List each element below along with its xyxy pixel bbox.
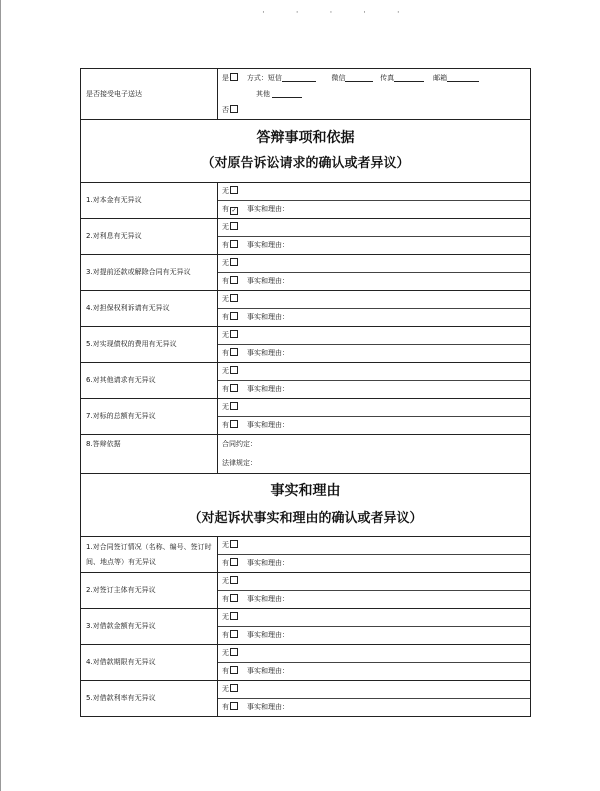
section2-item-row xyxy=(81,681,531,717)
has-checkbox[interactable] xyxy=(230,702,238,710)
has-checkbox[interactable]: ✓ xyxy=(231,207,237,214)
section1-item-row xyxy=(81,399,531,435)
none-text: 无 xyxy=(222,223,229,231)
section2-item-options xyxy=(218,681,531,717)
has-text: 有 xyxy=(222,313,229,321)
none-text: 无 xyxy=(222,403,229,411)
section2-item-row xyxy=(81,537,531,573)
none-text: 无 xyxy=(222,295,229,303)
none-checkbox[interactable] xyxy=(230,684,238,692)
section2-item-label: 3.对借款金额有无异议 xyxy=(81,609,218,645)
section1-item-options xyxy=(218,363,531,399)
has-text: 有 xyxy=(222,385,229,393)
none-checkbox[interactable] xyxy=(230,186,238,194)
none-text: 无 xyxy=(222,649,229,657)
has-checkbox[interactable] xyxy=(230,348,238,356)
section1-item-row xyxy=(81,219,531,255)
section1-item-label: 2.对利息有无异议 xyxy=(81,219,218,255)
section2-item-label: 1.对合同签订情况（名称、编号、签订时间、地点等）有无异议 xyxy=(81,537,218,573)
has-checkbox[interactable] xyxy=(230,240,238,248)
reason-text[interactable]: 事实和理由： xyxy=(247,205,289,213)
none-checkbox[interactable] xyxy=(230,330,238,338)
wechat-blank[interactable] xyxy=(345,81,373,82)
section1-item-none-line xyxy=(218,363,530,380)
none-checkbox[interactable] xyxy=(230,612,238,620)
has-text: 有 xyxy=(222,595,229,603)
section2-item-row xyxy=(81,609,531,645)
section1-item-label: 6.对其他请求有无异议 xyxy=(81,363,218,399)
section1-item-none-line xyxy=(218,183,530,200)
section2-item-has-line xyxy=(218,626,530,644)
section2-item-none-line xyxy=(218,573,530,590)
section2-item-has-line xyxy=(218,590,530,608)
mail-text: 邮箱 xyxy=(433,74,448,82)
none-text: 无 xyxy=(222,541,229,549)
section1-item-has-line xyxy=(218,236,530,254)
scan-left-edge xyxy=(0,0,1,791)
section1-item-none-line xyxy=(218,399,530,416)
section2-subtitle: （对起诉状事实和理由的确认或者异议） xyxy=(188,511,423,526)
section2-items xyxy=(81,537,531,717)
has-checkbox[interactable] xyxy=(230,666,238,674)
none-text: 无 xyxy=(222,613,229,621)
section2-item-row xyxy=(81,573,531,609)
has-text: 有 xyxy=(222,667,229,675)
reason-text[interactable]: 事实和理由： xyxy=(247,349,289,357)
has-text: 有 xyxy=(222,559,229,567)
has-checkbox[interactable] xyxy=(230,312,238,320)
section1-item-label: 7.对标的总额有无异议 xyxy=(81,399,218,435)
section2-item-label: 4.对借款期限有无异议 xyxy=(81,645,218,681)
section2-item-none-line xyxy=(218,681,530,698)
section1-item-options xyxy=(218,183,531,219)
has-text: 有 xyxy=(222,421,229,429)
no-checkbox[interactable] xyxy=(230,105,238,113)
section2-title: 事实和理由 xyxy=(270,483,341,499)
no-text: 否 xyxy=(222,106,229,114)
none-text: 无 xyxy=(222,367,229,375)
basis-label: 8.答辩依据 xyxy=(81,435,218,474)
section1-item-has-line xyxy=(218,308,530,326)
section1-item-none-line xyxy=(218,219,530,236)
none-checkbox[interactable] xyxy=(230,366,238,374)
basis-law-line[interactable]: 法律规定： xyxy=(222,459,257,467)
section1-item-label: 5.对实现债权的费用有无异议 xyxy=(81,327,218,363)
section2-item-has-line xyxy=(218,554,530,572)
section2-item-row xyxy=(81,645,531,681)
basis-options xyxy=(218,435,531,474)
reason-text[interactable]: 事实和理由： xyxy=(247,631,289,639)
section1-item-row xyxy=(81,291,531,327)
scan-artifact-dots: · · · · · xyxy=(262,8,414,18)
section2-item-none-line xyxy=(218,645,530,662)
basis-row xyxy=(81,435,531,474)
section1-item-options xyxy=(218,255,531,291)
has-text: 有 xyxy=(222,349,229,357)
wechat-text: 微信 xyxy=(331,74,346,82)
none-checkbox[interactable] xyxy=(230,402,238,410)
none-checkbox[interactable] xyxy=(230,258,238,266)
has-checkbox[interactable] xyxy=(230,276,238,284)
none-text: 无 xyxy=(222,577,229,585)
section1-heading-row xyxy=(81,120,531,183)
section1-items xyxy=(81,183,531,435)
section1-item-none-line xyxy=(218,255,530,272)
has-text: 有 xyxy=(222,205,229,213)
reason-text[interactable]: 事实和理由： xyxy=(247,703,289,711)
section1-item-options xyxy=(218,399,531,435)
has-text: 有 xyxy=(222,277,229,285)
section1-item-label: 1.对本金有无异议 xyxy=(81,183,218,219)
electronic-service-row xyxy=(81,69,531,120)
section1-item-options xyxy=(218,291,531,327)
sms-blank[interactable] xyxy=(282,81,316,82)
section1-item-has-line xyxy=(218,272,530,290)
electronic-service-label: 是否接受电子送达 xyxy=(81,69,218,120)
section1-item-row xyxy=(81,363,531,399)
section1-title: 答辩事项和依据 xyxy=(256,130,355,146)
section2-item-none-line xyxy=(218,537,530,554)
electronic-service-options xyxy=(218,69,531,120)
section1-heading xyxy=(81,120,531,183)
section2-item-label: 2.对签订主体有无异议 xyxy=(81,573,218,609)
electronic-service-yes-line xyxy=(218,70,530,86)
reason-text[interactable]: 事实和理由： xyxy=(247,595,289,603)
yes-checkbox[interactable] xyxy=(230,73,238,81)
sms-text: 短信 xyxy=(267,74,282,82)
has-text: 有 xyxy=(222,241,229,249)
yes-text: 是 xyxy=(222,74,229,82)
none-text: 无 xyxy=(222,259,229,267)
none-checkbox[interactable] xyxy=(230,222,238,230)
section1-item-label: 3.对提前还款或解除合同有无异议 xyxy=(81,255,218,291)
section1-item-none-line xyxy=(218,291,530,308)
mail-blank[interactable] xyxy=(447,81,479,82)
basis-contract-line[interactable]: 合同约定： xyxy=(222,440,257,448)
none-checkbox[interactable] xyxy=(230,648,238,656)
section2-item-has-line xyxy=(218,698,530,716)
section1-subtitle: （对原告诉讼请求的确认或者异议） xyxy=(201,156,410,171)
reason-text[interactable]: 事实和理由： xyxy=(247,421,289,429)
section2-item-options xyxy=(218,609,531,645)
reason-text[interactable]: 事实和理由： xyxy=(247,241,289,249)
section1-item-has-line xyxy=(218,344,530,362)
section1-item-options xyxy=(218,219,531,255)
section1-item-row xyxy=(81,255,531,291)
none-text: 无 xyxy=(222,685,229,693)
section1-item-has-line xyxy=(218,200,530,218)
electronic-service-no-line xyxy=(218,102,530,118)
section1-item-row xyxy=(81,327,531,363)
has-checkbox[interactable] xyxy=(230,384,238,392)
reason-text[interactable]: 事实和理由： xyxy=(247,277,289,285)
has-checkbox[interactable] xyxy=(230,594,238,602)
other-blank[interactable] xyxy=(272,97,302,98)
section1-item-has-line xyxy=(218,416,530,434)
reason-text[interactable]: 事实和理由： xyxy=(247,559,289,567)
reason-text[interactable]: 事实和理由： xyxy=(247,313,289,321)
has-text: 有 xyxy=(222,631,229,639)
has-checkbox[interactable] xyxy=(230,420,238,428)
section2-item-has-line xyxy=(218,662,530,680)
section2-heading-row xyxy=(81,474,531,537)
defense-form-table xyxy=(80,68,531,717)
has-text: 有 xyxy=(222,703,229,711)
fax-text: 传真 xyxy=(380,74,395,82)
section1-item-row xyxy=(81,183,531,219)
section1-item-has-line xyxy=(218,380,530,398)
section2-item-none-line xyxy=(218,609,530,626)
section1-item-options xyxy=(218,327,531,363)
electronic-service-other-line xyxy=(218,86,530,102)
reason-text[interactable]: 事实和理由： xyxy=(247,385,289,393)
none-checkbox[interactable] xyxy=(230,294,238,302)
none-text: 无 xyxy=(222,187,229,195)
section1-item-label: 4.对担保权利诉请有无异议 xyxy=(81,291,218,327)
none-checkbox[interactable] xyxy=(230,540,238,548)
has-checkbox[interactable] xyxy=(230,630,238,638)
section2-item-options xyxy=(218,573,531,609)
other-text: 其他 xyxy=(256,90,270,98)
section2-item-label: 5.对借款利率有无异议 xyxy=(81,681,218,717)
section2-heading xyxy=(81,474,531,537)
has-checkbox[interactable] xyxy=(230,558,238,566)
section1-item-none-line xyxy=(218,327,530,344)
none-checkbox[interactable] xyxy=(230,576,238,584)
fax-blank[interactable] xyxy=(394,81,424,82)
section2-item-options xyxy=(218,537,531,573)
method-text: 方式： xyxy=(246,74,268,82)
section2-item-options xyxy=(218,645,531,681)
none-text: 无 xyxy=(222,331,229,339)
reason-text[interactable]: 事实和理由： xyxy=(247,667,289,675)
